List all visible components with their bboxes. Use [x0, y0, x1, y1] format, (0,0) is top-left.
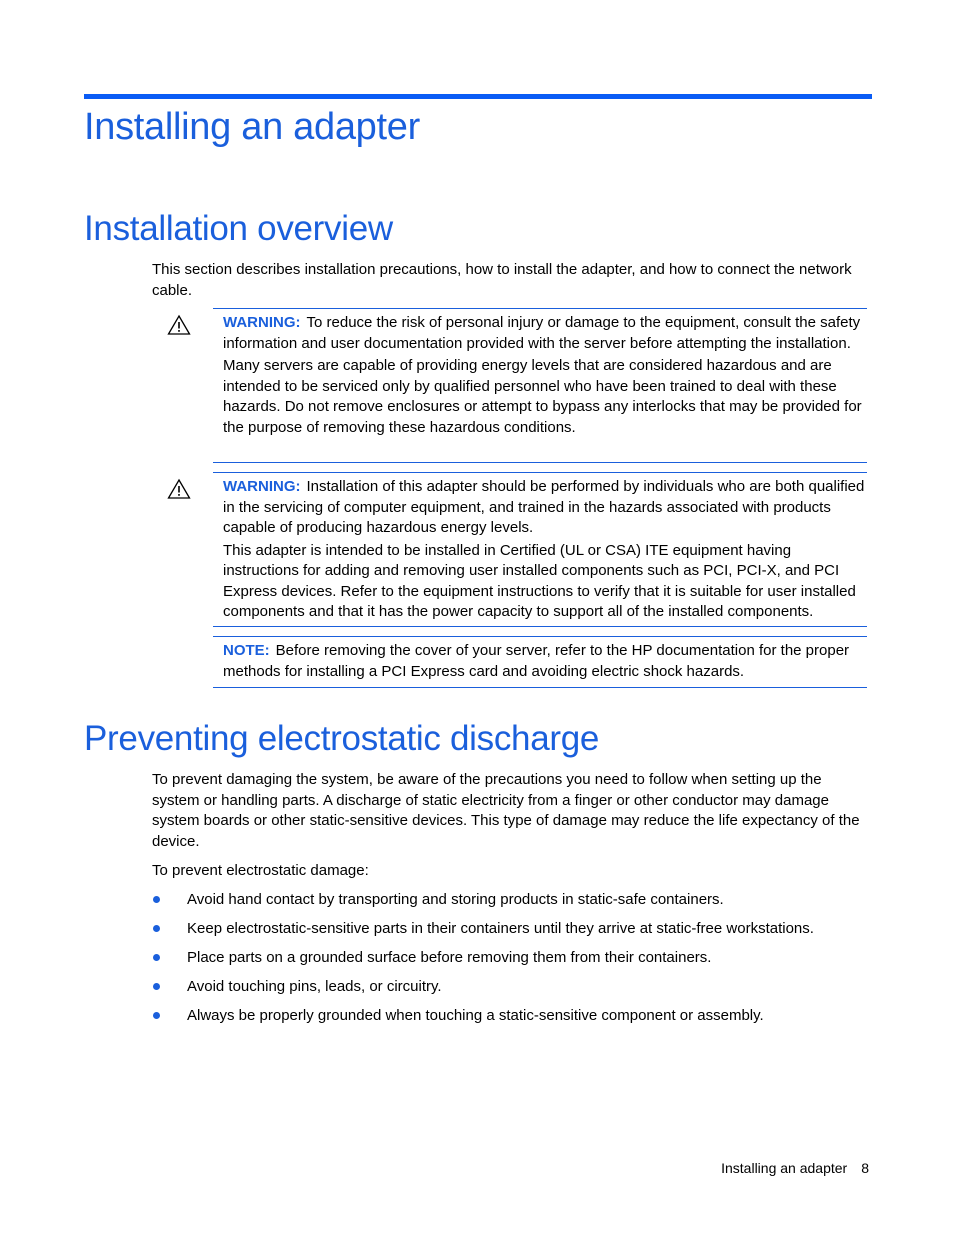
page-number: 8: [861, 1160, 869, 1176]
bullet-dot-icon: [153, 1012, 160, 1019]
note-label: NOTE:: [223, 642, 270, 659]
esd-bullet-list: [152, 890, 868, 1035]
warning-text: Installation of this adapter should be performed by individuals who are both qualified in the servicing of computer equipment, and trained in the hazards associated with products capable of producing hazardous energy levels.: [223, 478, 865, 536]
esd-intro: To prevent damaging the system, be aware of the precautions you need to follow when setting up the system or handling parts. A discharge of static electricity from a finger or other conductor may damage system boards or other static-sensitive devices. This type of damage may reduce the life expectancy of the device.: [152, 771, 860, 850]
list-item: [152, 977, 868, 997]
list-item-text: Keep electrostatic-sensitive parts in their containers until they arrive at static-free workstations.: [187, 920, 814, 937]
list-item: [152, 1006, 868, 1026]
section-title-installation-overview: Installation overview: [84, 209, 393, 248]
note-notice-text: [223, 641, 867, 682]
list-item-text: Always be properly grounded when touching a static-sensitive component or assembly.: [187, 1007, 764, 1024]
note-notice: [213, 636, 867, 688]
list-item-text: Place parts on a grounded surface before removing them from their containers.: [187, 949, 712, 966]
footer-chapter-title: Installing an adapter: [721, 1160, 848, 1176]
bullet-dot-icon: [153, 896, 160, 903]
page-footer: [721, 1158, 869, 1178]
chapter-title: Installing an adapter: [84, 106, 420, 148]
bullet-dot-icon: [153, 983, 160, 990]
warning-notice-1-extra: Many servers are capable of providing energy levels that are considered hazardous and are intended to be serviced only by qualified personnel who have been trained to deal with these hazards. Do not remove enclosures or attempt to bypass any interlocks that may be provided for the purpose of removing these hazardous conditions.: [223, 357, 862, 436]
list-item: [152, 890, 868, 910]
warning-text: To reduce the risk of personal injury or damage to the equipment, consult the safety information and user documentation provided with the server before attempting the installation.: [223, 314, 861, 352]
warning-label: WARNING:: [223, 314, 301, 331]
warning-triangle-icon: [167, 314, 191, 336]
list-item-text: Avoid touching pins, leads, or circuitry.: [187, 978, 442, 995]
warning-notice-1-text: [223, 313, 867, 354]
list-item-text: Avoid hand contact by transporting and storing products in static-safe containers.: [187, 891, 724, 908]
list-item: [152, 948, 868, 968]
warning-triangle-icon: [167, 478, 191, 500]
installation-overview-intro: This section describes installation precautions, how to install the adapter, and how to connect the network cable.: [152, 261, 852, 299]
note-text: Before removing the cover of your server, refer to the HP documentation for the proper methods for installing a PCI Express card and avoiding electric shock hazards.: [223, 642, 850, 680]
chapter-title-rule: [84, 94, 872, 99]
warning-notice-2-extra: This adapter is intended to be installed in Certified (UL or CSA) ITE equipment having instructions for adding and removing user installed components such as PCI, PCI-X, and PCI Express devices. Refer to the equipment instructions to verify that it is suitable for user installed components and that it has the power capacity to support all of the installed components.: [223, 541, 856, 620]
warning-notice-1: [213, 308, 867, 463]
bullet-dot-icon: [153, 925, 160, 932]
warning-label: WARNING:: [223, 478, 301, 495]
warning-notice-2: [213, 472, 867, 627]
bullet-dot-icon: [153, 954, 160, 961]
esd-lead: To prevent electrostatic damage:: [152, 862, 369, 879]
list-item: [152, 919, 868, 939]
section-title-preventing-esd: Preventing electrostatic discharge: [84, 719, 600, 758]
warning-notice-2-text: [223, 477, 867, 539]
